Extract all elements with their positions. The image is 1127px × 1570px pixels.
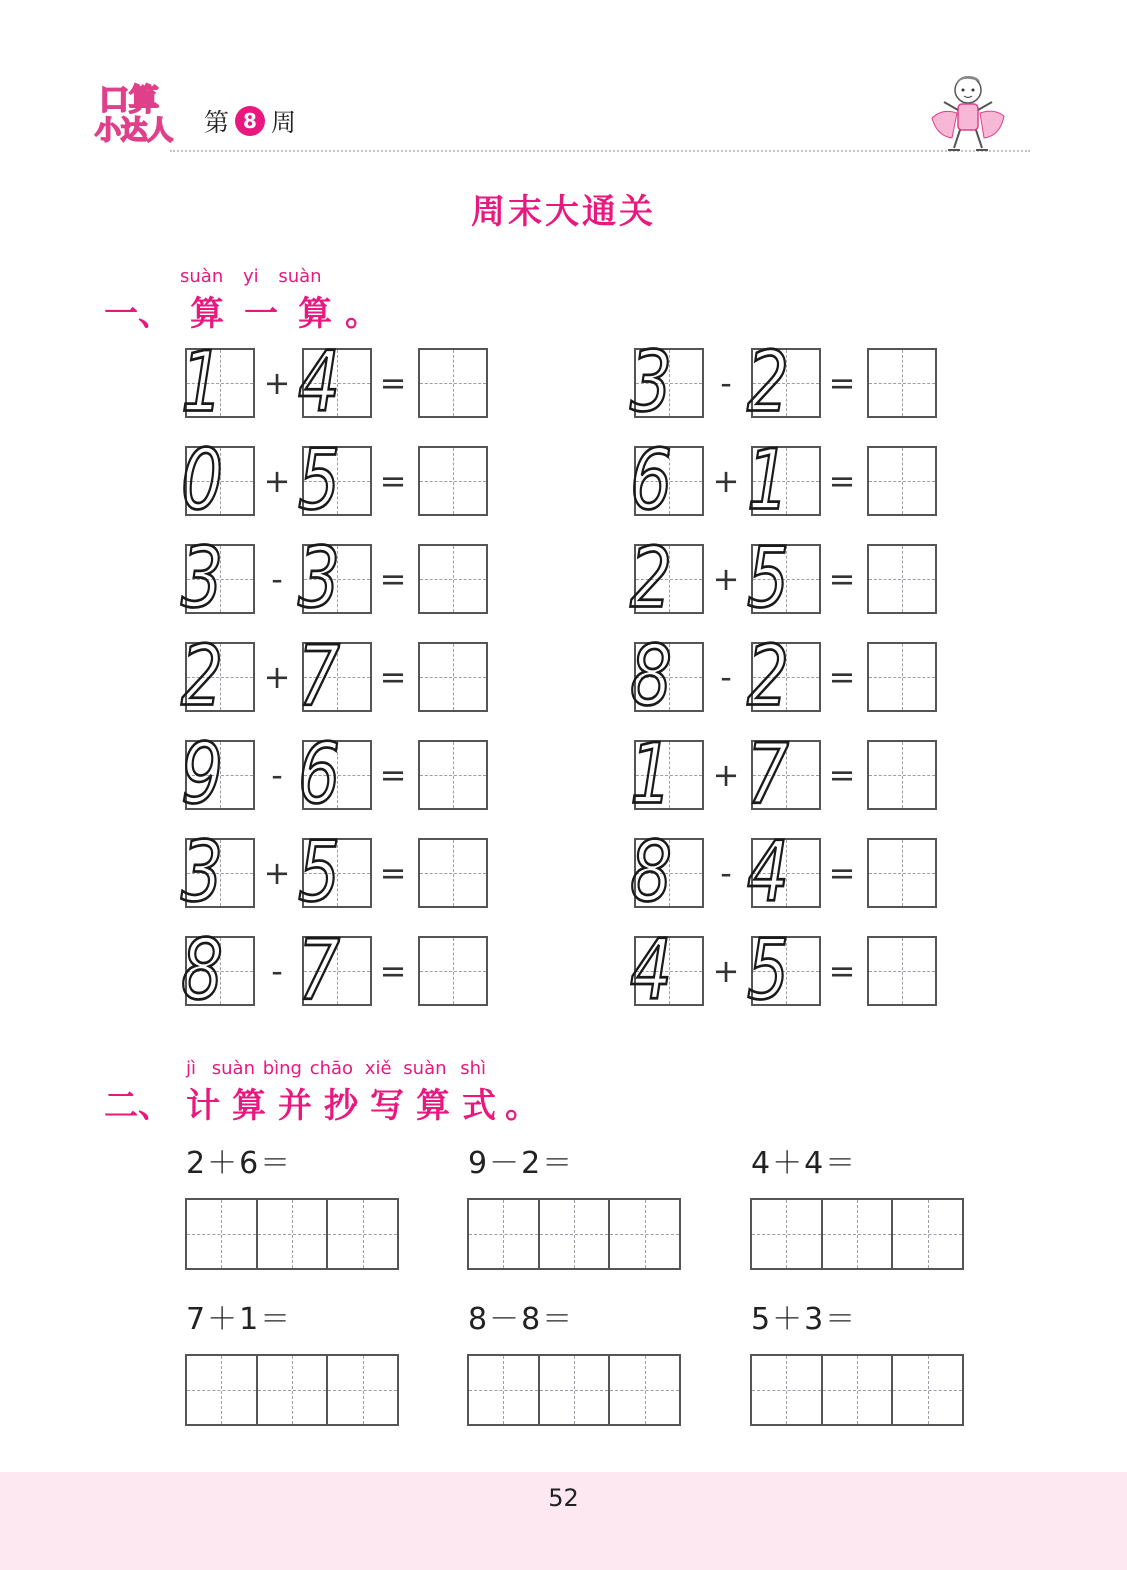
operand-box [298,922,372,1019]
expression: 2＋6＝ [186,1146,293,1181]
pinyin-syllable: suàn [180,266,224,287]
answer-strip[interactable] [185,1354,399,1426]
pinyin-syllable: xiě [364,1058,392,1079]
section2-pinyin [186,1058,486,1079]
equals-sign: = [379,854,407,892]
tracing-digit: 5 [298,824,340,921]
answer-strip[interactable] [750,1354,964,1426]
pinyin-syllable: suàn [211,1058,255,1079]
operand-box [747,334,821,431]
tracing-digit: 0 [181,432,223,529]
week-number-badge: 8 [235,106,265,136]
equals-sign: = [828,560,856,598]
operator: - [720,658,732,696]
answer-box[interactable] [867,838,937,908]
operator: + [263,462,291,500]
operand-box [747,922,821,1019]
page-number: 52 [548,1484,579,1512]
tracing-digit: 7 [747,726,789,823]
section2-number: 二、 [104,1086,172,1126]
operand-box [630,824,704,921]
operand-box [298,530,372,627]
operator: + [712,952,740,990]
answer-box[interactable] [867,642,937,712]
kousuan-logo [95,82,185,152]
equals-sign: = [379,364,407,402]
operator: - [720,364,732,402]
heading-char: 式 [462,1086,496,1126]
answer-box[interactable] [418,740,488,810]
pinyin-syllable: chāo [309,1058,354,1079]
pinyin-syllable: suàn [278,266,322,287]
expression: 4＋4＝ [751,1146,858,1181]
answer-strip[interactable] [185,1198,399,1270]
week-prefix: 第 [204,108,230,137]
answer-strip[interactable] [467,1198,681,1270]
header-divider [170,150,1030,152]
answer-box[interactable] [418,936,488,1006]
answer-box[interactable] [418,348,488,418]
tracing-digit: 3 [630,334,672,431]
pinyin-syllable: shì [460,1058,487,1079]
heading-char: 算 [190,294,224,334]
tracing-digit: 4 [747,824,789,921]
expression: 8－8＝ [468,1302,575,1337]
equals-sign: = [379,560,407,598]
tracing-digit: 2 [181,628,223,725]
tracing-digit: 6 [630,432,672,529]
page-title: 周末大通关 [471,192,656,232]
tracing-digit: 5 [747,530,789,627]
pinyin-syllable: suàn [403,1058,447,1079]
operand-box [630,628,704,725]
heading-char: 算 [232,1086,266,1126]
operator: + [712,462,740,500]
week-label [204,103,296,139]
heading-char: 并 [278,1086,312,1126]
equals-sign: = [379,952,407,990]
equals-sign: = [379,756,407,794]
heading-char: 。 [345,294,379,334]
answer-box[interactable] [867,446,937,516]
operand-box [747,432,821,529]
tracing-digit: 7 [298,628,340,725]
operand-box [747,628,821,725]
tracing-digit: 2 [630,530,672,627]
heading-char: 一 [244,294,278,334]
tracing-digit: 8 [630,824,672,921]
heading-char: 算 [298,294,332,334]
logo-line1: 口算 [99,83,159,118]
tracing-digit: 3 [298,530,340,627]
heading-char: 抄 [324,1086,358,1126]
tracing-digit: 7 [298,922,340,1019]
tracing-digit: 8 [181,922,223,1019]
operand-box [630,432,704,529]
equals-sign: = [379,658,407,696]
logo-line2: 小达人 [95,116,174,146]
operand-box [181,726,255,823]
tracing-digit: 6 [298,726,340,823]
answer-box[interactable] [867,348,937,418]
section1-heading [104,286,382,335]
operand-box [181,530,255,627]
equals-sign: = [828,854,856,892]
equals-sign: = [828,462,856,500]
operand-box [181,824,255,921]
operand-box [181,432,255,529]
tracing-digit: 3 [181,530,223,627]
answer-box[interactable] [418,642,488,712]
heading-char: 算 [416,1086,450,1126]
heading-char: 计 [186,1086,220,1126]
operand-box [747,824,821,921]
section1-number: 一、 [104,294,172,334]
answer-strip[interactable] [467,1354,681,1426]
operator: + [263,658,291,696]
heading-char: 。 [505,1086,539,1126]
answer-box[interactable] [867,544,937,614]
answer-box[interactable] [418,446,488,516]
tracing-digit: 1 [630,726,672,823]
operator: + [263,854,291,892]
operator: - [271,560,283,598]
operand-box [298,334,372,431]
tracing-digit: 9 [181,726,223,823]
operand-box [630,530,704,627]
section1-pinyin [180,266,322,287]
operand-box [630,922,704,1019]
superhero-kid-icon [922,68,1014,160]
expression: 9－2＝ [468,1146,575,1181]
answer-box[interactable] [867,936,937,1006]
pinyin-syllable: yi [242,266,259,287]
operand-box [298,432,372,529]
equals-sign: = [828,658,856,696]
pinyin-syllable: bìng [262,1058,302,1079]
operand-box [298,726,372,823]
operand-box [298,824,372,921]
answer-box[interactable] [867,740,937,810]
answer-strip[interactable] [750,1198,964,1270]
operand-box [747,530,821,627]
operator: - [271,756,283,794]
operator: + [263,364,291,402]
expression: 7＋1＝ [186,1302,293,1337]
equals-sign: = [828,756,856,794]
week-suffix: 周 [271,108,297,137]
equals-sign: = [828,952,856,990]
equals-sign: = [379,462,407,500]
operand-box [747,726,821,823]
operator: - [720,854,732,892]
tracing-digit: 3 [181,824,223,921]
tracing-digit: 1 [747,432,789,529]
tracing-digit: 4 [630,922,672,1019]
tracing-digit: 1 [181,334,223,431]
heading-char: 写 [370,1086,404,1126]
operand-box [630,334,704,431]
pinyin-syllable: jì [186,1058,197,1079]
answer-box[interactable] [418,544,488,614]
operator: + [712,756,740,794]
tracing-digit: 8 [630,628,672,725]
tracing-digit: 4 [298,334,340,431]
answer-box[interactable] [418,838,488,908]
section2-heading [104,1078,542,1127]
operator: + [712,560,740,598]
expression: 5＋3＝ [751,1302,858,1337]
operand-box [181,628,255,725]
equals-sign: = [828,364,856,402]
operand-box [298,628,372,725]
tracing-digit: 2 [747,628,789,725]
operand-box [630,726,704,823]
operand-box [181,334,255,431]
operator: - [271,952,283,990]
tracing-digit: 5 [298,432,340,529]
tracing-digit: 5 [747,922,789,1019]
operand-box [181,922,255,1019]
tracing-digit: 2 [747,334,789,431]
